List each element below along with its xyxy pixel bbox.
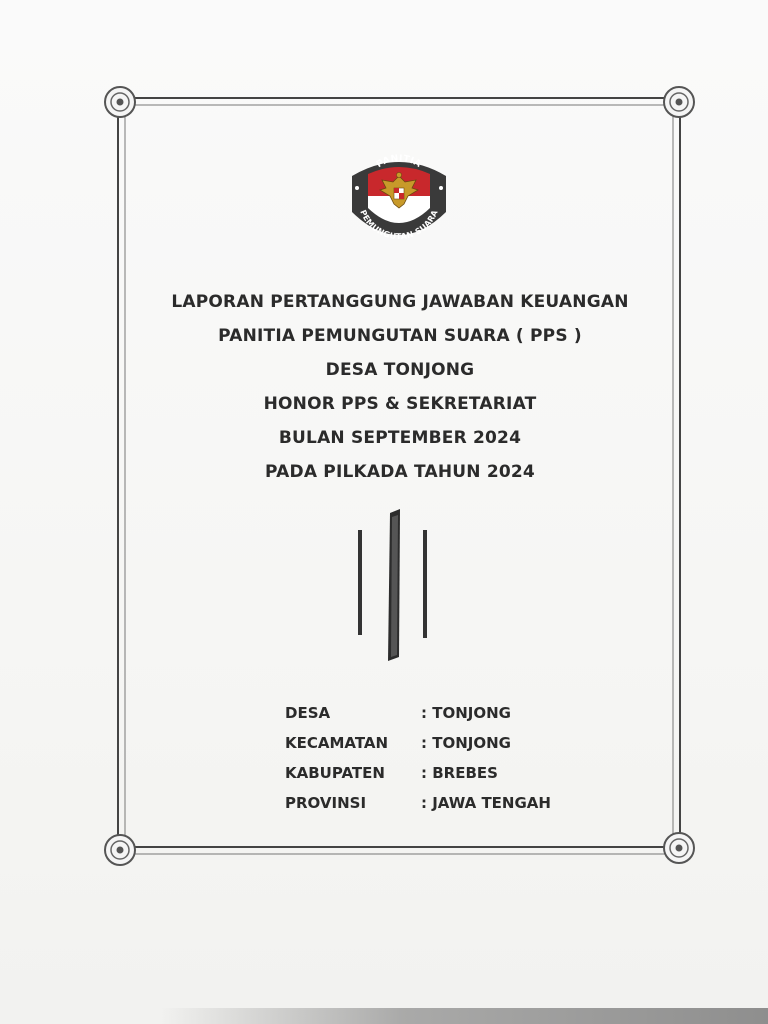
corner-ornament-bottom-left [105, 835, 135, 865]
info-row-desa [285, 700, 625, 730]
corner-ornament-top-left [105, 87, 135, 117]
logo-bottom-text: PEMUNGUTAN SUARA [358, 208, 440, 242]
info-label: KECAMATAN [285, 734, 389, 752]
info-value: : BREBES [421, 764, 498, 782]
info-row-kabupaten [285, 760, 625, 790]
corner-ornament-top-right [664, 87, 694, 117]
info-label: PROVINSI [285, 794, 367, 812]
corner-ornament-bottom-right [664, 833, 694, 863]
info-label: KABUPATEN [285, 764, 385, 782]
title-line-4: HONOR PPS & SEKRETARIAT [263, 394, 537, 414]
pps-logo [346, 146, 452, 252]
location-info [285, 700, 625, 820]
info-row-kecamatan [285, 730, 625, 760]
info-row-provinsi [285, 790, 625, 820]
title-line-1: LAPORAN PERTANGGUNG JAWABAN KEUANGAN [171, 292, 629, 312]
info-value: : TONJONG [421, 704, 511, 722]
title-line-6: PADA PILKADA TAHUN 2024 [265, 462, 535, 482]
info-value: : JAWA TENGAH [421, 794, 551, 812]
info-label: DESA [285, 704, 331, 722]
logo-top-text: PANITIA [374, 153, 423, 171]
info-value: : TONJONG [421, 734, 511, 752]
title-line-5: BULAN SEPTEMBER 2024 [278, 428, 522, 448]
scan-shadow [160, 1008, 768, 1024]
title-line-2: PANITIA PEMUNGUTAN SUARA ( PPS ) [218, 326, 582, 346]
divider-ornament [350, 505, 440, 670]
report-title [130, 288, 670, 492]
title-line-3: DESA TONJONG [325, 360, 475, 380]
